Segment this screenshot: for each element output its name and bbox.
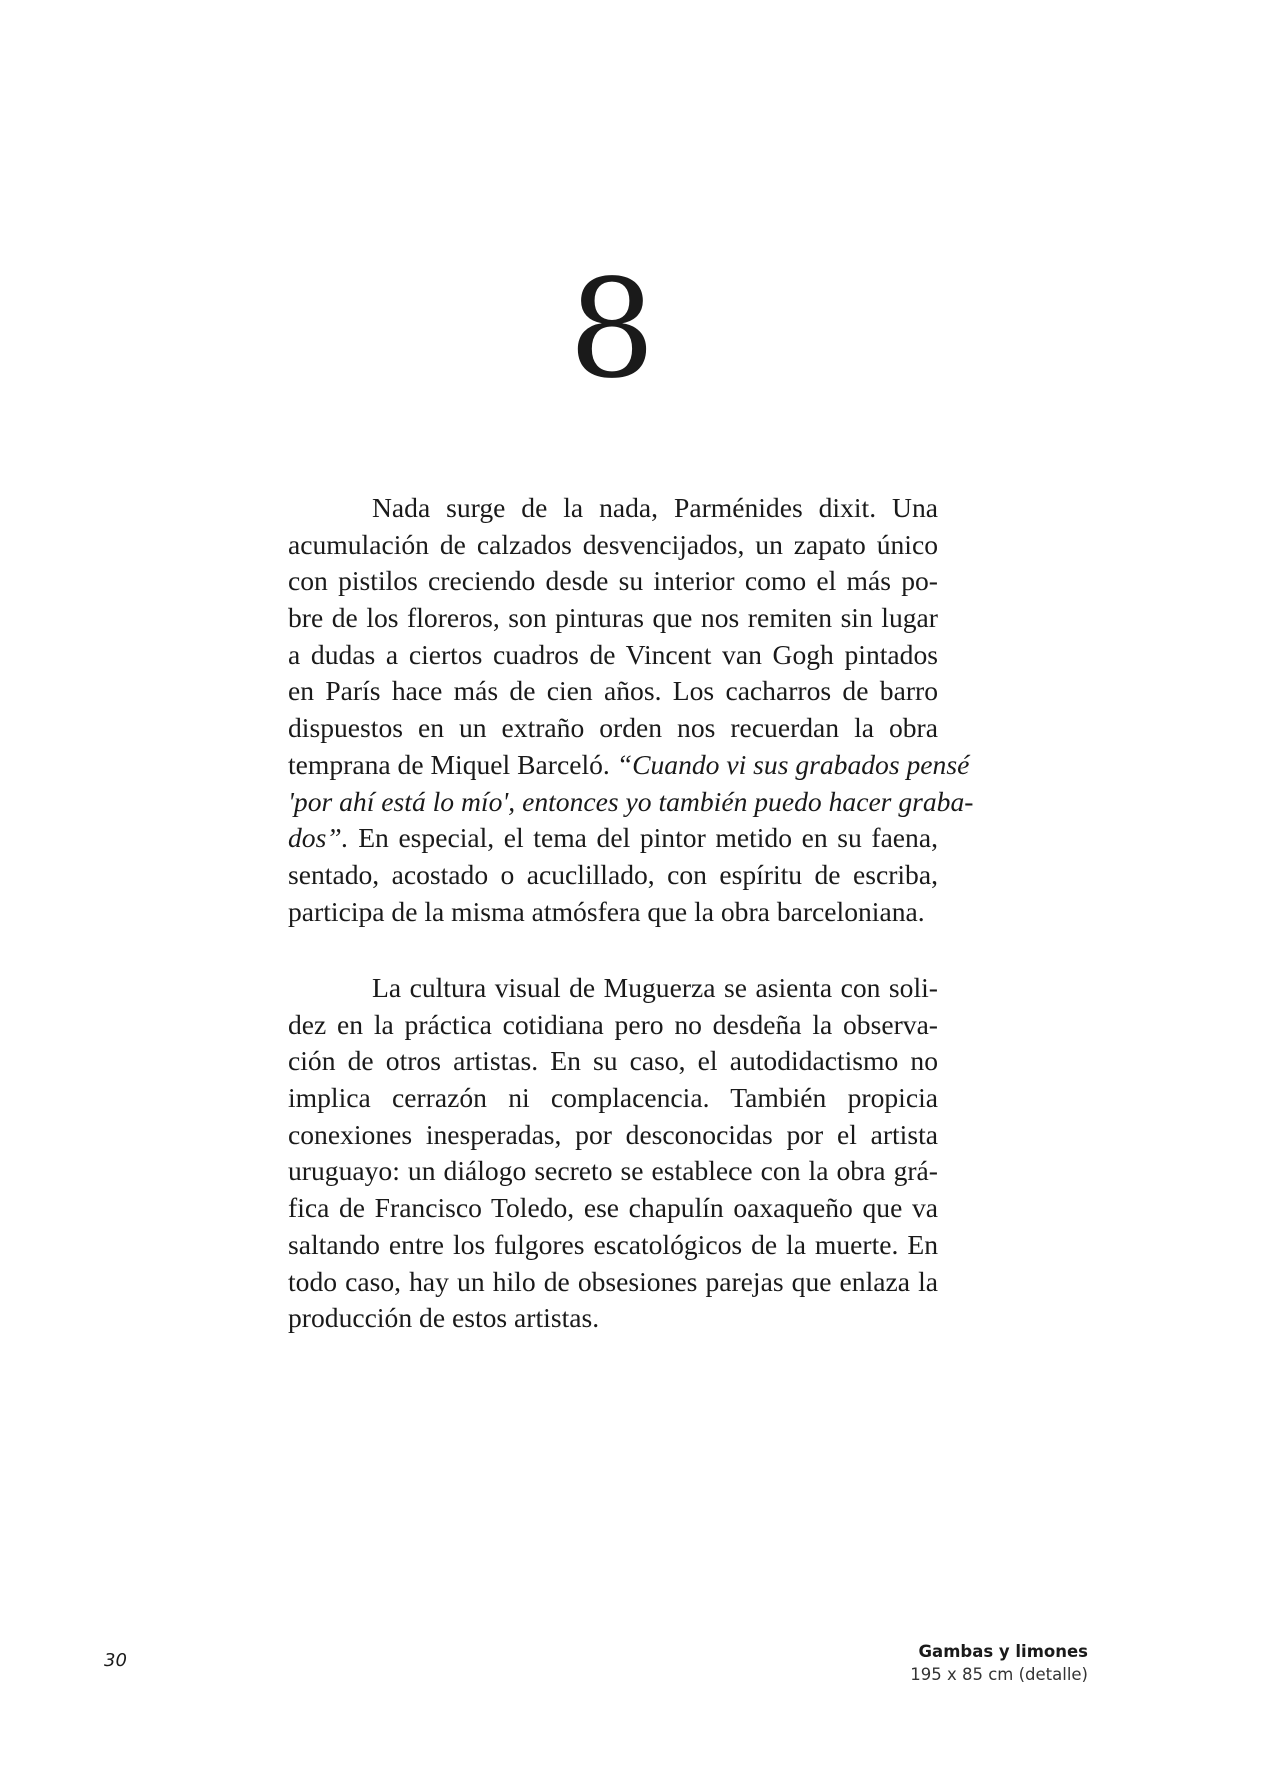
artwork-title: Gambas y limones — [918, 1642, 1088, 1661]
paragraph-line: producción de estos artistas. — [288, 1302, 600, 1334]
paragraph-line: uruguayo: un diálogo secreto se establece con la obra grá- — [288, 1155, 938, 1187]
paragraph-line: sentado, acostado o acuclillado, con espíritu de escriba, — [288, 858, 938, 890]
paragraph-2 — [288, 970, 938, 1337]
paragraph-line: participa de la misma atmósfera que la obra barceloniana. — [288, 895, 925, 927]
quote-lead-text: temprana de Miquel Barceló. — [288, 748, 610, 780]
paragraph-line: dispuestos en un extraño orden nos recuerdan la obra — [288, 712, 938, 744]
paragraph-line: Nada surge de la nada, Parménides dixit. Una — [372, 492, 938, 523]
paragraph-line: dez en la práctica cotidiana pero no desdeña la observa- — [288, 1008, 938, 1040]
paragraph-line: implica cerrazón ni complacencia. También propicia — [288, 1082, 938, 1114]
paragraph-line: con pistilos creciendo desde su interior como el más po- — [288, 565, 938, 597]
paragraph-line-with-quote — [288, 747, 970, 784]
chapter-number: 8 — [568, 251, 656, 409]
quote-text: “Cuando vi sus grabados pensé — [616, 748, 970, 780]
artwork-dimensions: 195 x 85 cm (detalle) — [910, 1665, 1088, 1684]
paragraph-line: fica de Francisco Toledo, ese chapulín oaxaqueño que va — [288, 1192, 938, 1224]
paragraph-line: en París hace más de cien años. Los cacharros de barro — [288, 675, 938, 707]
paragraph-line-quote — [288, 784, 974, 821]
paragraph-line: ción de otros artistas. En su caso, el autodidactismo no — [288, 1045, 938, 1077]
artwork-caption — [910, 1640, 1088, 1686]
paragraph-line-with-quote — [288, 820, 938, 857]
paragraph-line: bre de los floreros, son pinturas que nos remiten sin lugar — [288, 602, 938, 634]
paragraph-line: conexiones inesperadas, por desconocidas por el artista — [288, 1118, 938, 1150]
quote-trail-text: En especial, el tema del pintor metido en su faena, — [358, 822, 939, 854]
paragraph-1 — [288, 490, 974, 930]
page-number: 30 — [104, 1650, 127, 1671]
paragraph-line: saltando entre los fulgores escatológicos de la muerte. En — [288, 1228, 938, 1260]
quote-text: 'por ahí está lo mío', entonces yo también puedo hacer graba- — [288, 785, 974, 817]
paragraph-line: todo caso, hay un hilo de obsesiones parejas que enlaza la — [288, 1265, 938, 1297]
paragraph-line: acumulación de calzados desvencijados, un zapato único — [288, 528, 938, 560]
paragraph-line: a dudas a ciertos cuadros de Vincent van Gogh pintados — [288, 638, 938, 670]
paragraph-line: La cultura visual de Muguerza se asienta con soli- — [372, 972, 938, 1003]
quote-text: dos”. — [288, 822, 349, 854]
